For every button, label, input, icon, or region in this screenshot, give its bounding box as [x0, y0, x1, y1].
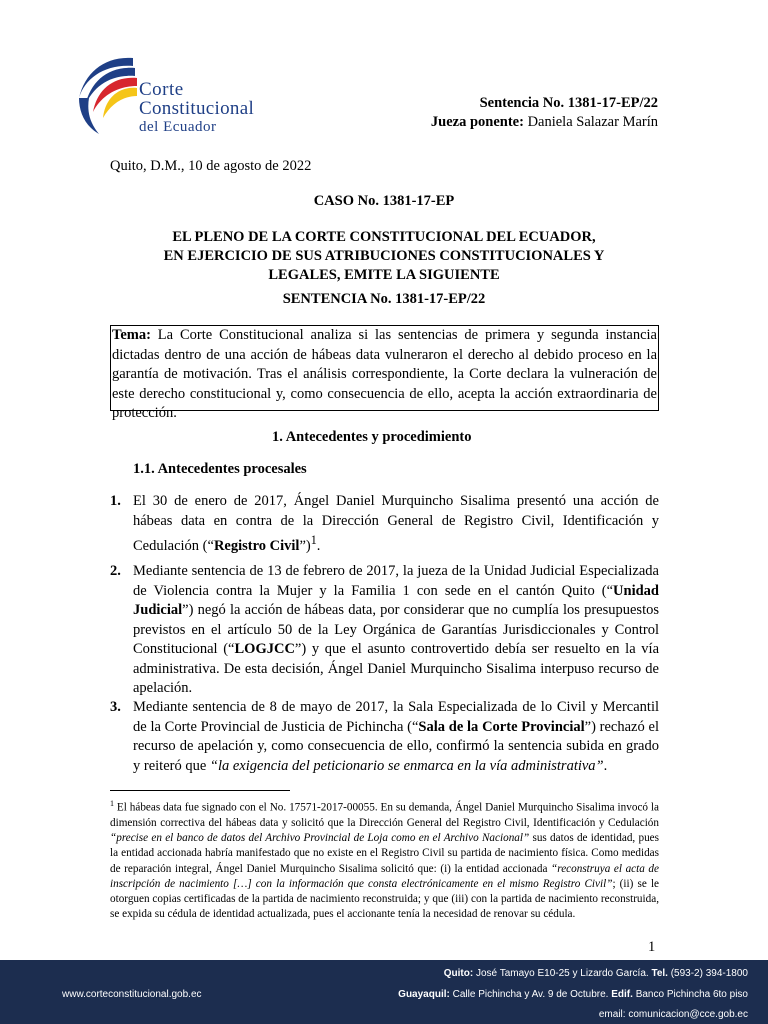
pleno-line-2: EN EJERCICIO DE SUS ATRIBUCIONES CONSTITUCIONALES Y — [163, 248, 605, 264]
section-heading: 1. Antecedentes y procedimiento — [272, 429, 472, 445]
paragraph-text: El 30 de enero de 2017, Ángel Daniel Murquincho Sisalima presentó una acción de hábeas data en contra de la Dirección General de Registro Civil, Identificación y Cedulación (“ — [133, 493, 659, 554]
sentencia-title: SENTENCIA No. 1381-17-EP/22 — [282, 291, 486, 307]
jueza-ponente — [431, 113, 658, 132]
court-logo — [75, 50, 295, 140]
paragraph-2 — [110, 562, 659, 699]
footer-label: Guayaquil: — [398, 989, 450, 1000]
footer-label: Quito: — [443, 968, 474, 979]
paragraph-text: Mediante sentencia de 13 de febrero de 2017, la jueza de la Unidad Judicial Especializada de Violencia contra la Mujer y la Familia 1 con sede en el cantón Quito (“ — [133, 563, 659, 599]
tema-box — [110, 325, 659, 421]
paragraph-text: . — [316, 537, 321, 554]
footnote-divider — [110, 790, 290, 791]
footnote-marker: 1 — [110, 799, 114, 808]
logo-text-ecuador: del Ecuador — [139, 119, 217, 135]
page-footer — [0, 960, 768, 1024]
sentencia-number: Sentencia No. 1381-17-EP/22 — [479, 95, 658, 111]
paragraph-1 — [110, 492, 659, 556]
footer-text: José Tamayo E10-25 y Lizardo García. — [473, 968, 652, 979]
footnote-text: El hábeas data fue signado con el No. 17571-2017-00055. En su demanda, Ángel Daniel Murquincho Sisalima invocó la dimensión correctiva del hábeas data y solicitó que la Dirección General del Registro Civil, Identificación y Cedulación — [110, 801, 659, 829]
document-header — [431, 94, 658, 132]
pleno-line-1: EL PLENO DE LA CORTE CONSTITUCIONAL DEL ECUADOR, — [172, 229, 596, 245]
logo-text-constitucional: Constitucional — [139, 98, 255, 119]
paragraph-3 — [110, 698, 659, 776]
court-emblem-icon — [75, 50, 145, 140]
footnote-text: ; (ii) se le otorguen copias certificadas de la partida de nacimiento reconstruida; y que (iii) con la partida de nacimiento reconstruida, se expida su cédula de identidad actualizada, pues el accionante tenía la necesidad de renovar su cédula. — [110, 877, 660, 921]
paragraph-text: ”) y que el asunto controvertido debía ser resuelto en la vía administrativa. De esta decisión, Ángel Daniel Murquincho Sisalima interpuso recurso de apelación. — [133, 641, 659, 696]
tema-label: Tema: — [112, 327, 151, 343]
defined-term: LOGJCC — [234, 641, 295, 657]
paragraph-text: . — [603, 757, 608, 774]
quoted-text: “precise en el banco de datos del Archivo Provincial de Loja como en el Archivo Nacional” — [110, 832, 530, 845]
paragraph-text: ”) negó la acción de hábeas data, por considerar que no cumplía los presupuestos previstos en el artículo 50 de la Ley Orgánica de Garantías Jurisdiccionales y Control Constitucional (“ — [133, 602, 659, 657]
footnote-text: sus datos de identidad, pues la entidad accionada habría manifestado que no existe en el Registro Civil su partida de nacimiento física. Como medidas de reparación integral, Ángel Daniel Murquincho Sisalima solicitó que: (i) la entidad accionada — [110, 832, 659, 875]
paragraph-text: ”) rechazó el recurso de apelación y, como consecuencia de ello, confirmó la sentencia subida en grado y reiteró que — [133, 718, 659, 774]
paragraph-text: Mediante sentencia de 8 de mayo de 2017, la Sala Especializada de lo Civil y Mercantil de la Corte Provincial de Justicia de Pichincha (“ — [133, 699, 659, 735]
page-number: 1 — [648, 939, 656, 955]
footer-text: (593-2) 394-1800 — [667, 968, 748, 979]
footnote — [110, 796, 659, 922]
paragraph-number: 3. — [110, 699, 121, 715]
jueza-label: Jueza ponente: — [430, 114, 524, 130]
quoted-text: …] con la información que consta electrónicamente en el mismo Registro Civil” — [237, 877, 613, 890]
quoted-text: “reconstruya el acta de inscripción de nacimiento [ — [110, 862, 659, 890]
jueza-name: Daniela Salazar Marín — [523, 114, 658, 130]
defined-term: Registro Civil — [213, 537, 300, 554]
logo-text-corte: Corte — [139, 79, 184, 100]
paragraph-text: ”) — [299, 537, 311, 554]
case-number: CASO No. 1381-17-EP — [313, 193, 455, 209]
document-date: Quito, D.M., 10 de agosto de 2022 — [110, 158, 312, 174]
footer-guayaquil-address — [398, 989, 748, 1000]
footnote-ref[interactable]: 1 — [310, 533, 317, 547]
footer-label: Tel. — [651, 968, 668, 979]
paragraph-number: 1. — [110, 493, 121, 509]
defined-term: Sala de la Corte Provincial — [418, 718, 585, 735]
pleno-line-3: LEGALES, EMITE LA SIGUIENTE — [268, 267, 500, 283]
pleno-heading — [110, 228, 658, 285]
paragraph-number: 2. — [110, 563, 121, 579]
subsection-heading: 1.1. Antecedentes procesales — [133, 461, 307, 477]
footer-label: Edif. — [611, 989, 633, 1000]
footer-quito-address — [444, 968, 748, 979]
quoted-text: “la exigencia del peticionario se enmarca en la vía administrativa” — [209, 757, 604, 774]
footer-email[interactable]: email: comunicacion@cce.gob.ec — [598, 1009, 748, 1020]
tema-text: La Corte Constitucional analiza si las sentencias de primera y segunda instancia dictadas dentro de una acción de hábeas data vulneraron el derecho al debido proceso en la garantía de motivación. Tras el análisis correspondiente, la Corte declara la vulneración de este derecho constitucional y, como consecuencia de ello, acepta la acción extraordinaria de protección. — [112, 327, 657, 421]
footer-text: Calle Pichincha y Av. 9 de Octubre. — [449, 989, 612, 1000]
defined-term: Unidad Judicial — [133, 582, 659, 618]
website-link[interactable]: www.corteconstitucional.gob.ec — [62, 989, 202, 1000]
footer-text: Banco Pichincha 6to piso — [632, 989, 748, 1000]
